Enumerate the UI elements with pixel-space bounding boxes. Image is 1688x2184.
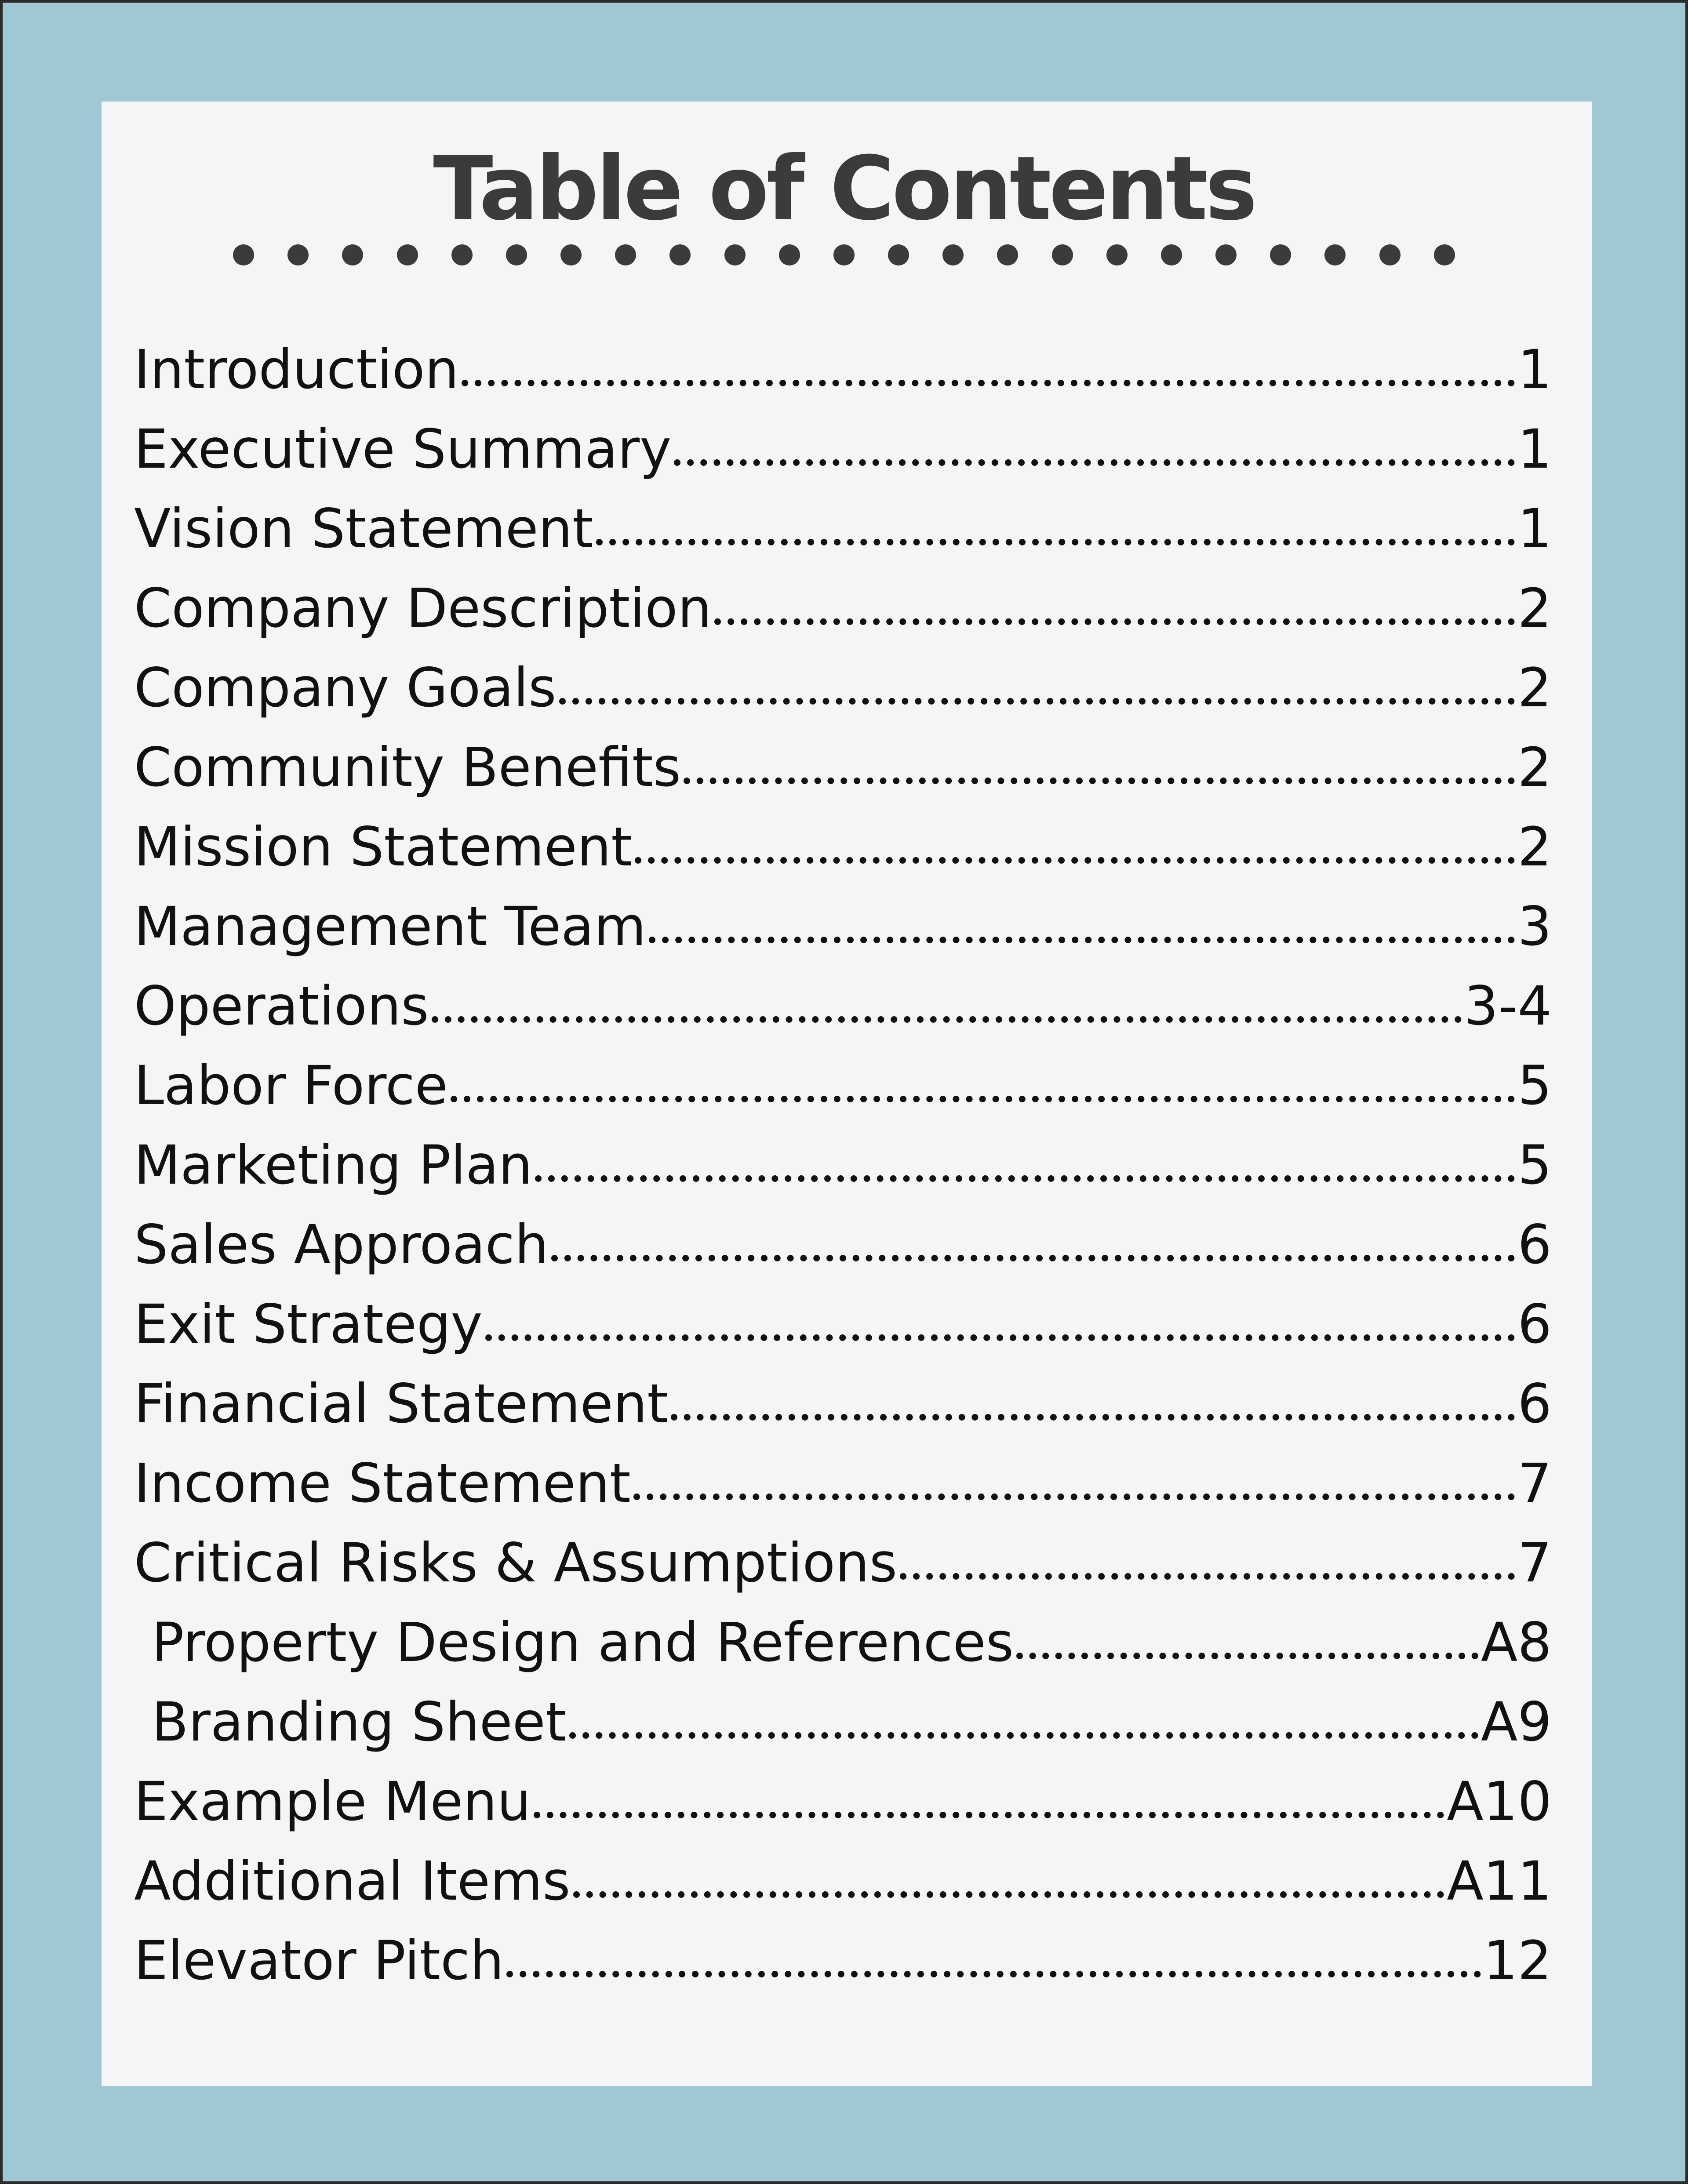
toc-entry-community-benefits[interactable] [134,736,1552,816]
toc-entry-page: 6 [1517,1293,1552,1355]
toc-entry-page: A10 [1447,1770,1552,1833]
toc-entry-page: 6 [1517,1214,1552,1276]
toc-entry-sales-approach[interactable] [134,1214,1552,1293]
toc-entry-page: 2 [1517,816,1552,878]
page-title: Table of Contents [433,138,1255,240]
toc-entry-financial-statement[interactable] [134,1373,1552,1452]
toc-entry-label: Community Benefits [134,736,681,799]
toc-entry-label: Exit Strategy [134,1293,483,1355]
toc-entry-label: Income Statement [134,1452,631,1515]
toc-entry-label: Executive Summary [134,418,672,480]
toc-entry-label: Marketing Plan [134,1134,533,1196]
toc-entry-label: Financial Statement [134,1373,668,1435]
toc-entry-introduction[interactable] [134,338,1552,418]
dot-leader [534,1812,1444,1818]
toc-entry-page: A11 [1447,1850,1552,1912]
dot-leader [596,539,1515,545]
toc-entry-label: Introduction [134,338,459,401]
toc-entry-label: Operations [134,975,429,1037]
dot-leader [573,1891,1444,1898]
toc-entry-page: 2 [1517,657,1552,719]
dot-leader [485,1334,1515,1341]
toc-entry-marketing-plan[interactable] [134,1134,1552,1214]
toc-entry-company-goals[interactable] [134,657,1552,736]
dot-leader [635,857,1515,864]
toc-entry-additional-items[interactable] [134,1850,1552,1930]
dot-leader [714,618,1515,625]
dot-leader [900,1573,1515,1580]
toc-entry-page: 6 [1517,1373,1552,1435]
title-dot-divider [233,244,1455,266]
toc-entry-label: Sales Approach [134,1214,549,1276]
toc-entry-management-team[interactable] [134,895,1552,975]
toc-entry-page: 1 [1517,498,1552,560]
toc-entry-page: 1 [1517,338,1552,401]
toc-entry-income-statement[interactable] [134,1452,1552,1532]
toc-entry-page: 5 [1517,1134,1552,1196]
dot-leader [674,459,1515,466]
toc-entry-label: Company Description [134,577,712,640]
toc-entry-label: Elevator Pitch [134,1930,504,1992]
toc-entry-label: Branding Sheet [152,1691,567,1753]
toc-entry-page: A9 [1481,1691,1552,1753]
toc-entry-branding-sheet[interactable] [134,1691,1552,1770]
toc-entry-page: 12 [1483,1930,1552,1992]
dot-leader [506,1971,1481,1977]
toc-entry-exit-strategy[interactable] [134,1293,1552,1373]
dot-leader [451,1096,1515,1102]
toc-entry-property-design-references[interactable] [134,1611,1552,1691]
toc-entry-mission-statement[interactable] [134,816,1552,895]
toc-entry-label: Management Team [134,895,646,958]
toc-entry-labor-force[interactable] [134,1054,1552,1134]
dot-leader [633,1494,1515,1500]
dot-leader [684,778,1515,784]
toc-entry-label: Additional Items [134,1850,571,1912]
toc-entry-operations[interactable] [134,975,1552,1054]
dot-leader [671,1414,1515,1421]
dot-leader [1016,1653,1478,1659]
toc-entry-page: 7 [1517,1532,1552,1594]
toc-entry-company-description[interactable] [134,577,1552,657]
toc-entry-label: Labor Force [134,1054,448,1117]
dot-leader [569,1732,1478,1739]
toc-entry-page: 3 [1517,895,1552,958]
dot-leader [432,1016,1462,1023]
toc-entry-executive-summary[interactable] [134,418,1552,498]
toc-entry-label: Company Goals [134,657,557,719]
toc-entry-page: 2 [1517,577,1552,640]
toc-entry-elevator-pitch[interactable] [134,1930,1552,2009]
dot-leader [462,380,1515,386]
toc-entry-page: 2 [1517,736,1552,799]
toc-entry-critical-risks-assumptions[interactable] [134,1532,1552,1611]
table-of-contents-list [134,338,1552,2009]
toc-entry-page: 5 [1517,1054,1552,1117]
toc-entry-label: Critical Risks & Assumptions [134,1532,898,1594]
toc-entry-page: A8 [1481,1611,1552,1674]
toc-entry-label: Vision Statement [134,498,593,560]
toc-entry-vision-statement[interactable] [134,498,1552,577]
dot-leader [535,1175,1515,1182]
toc-entry-page: 1 [1517,418,1552,480]
toc-entry-label: Property Design and References [152,1611,1014,1674]
toc-entry-page: 3-4 [1464,975,1552,1037]
dot-leader [649,937,1515,943]
dot-leader [551,1255,1515,1261]
toc-entry-label: Mission Statement [134,816,632,878]
toc-entry-example-menu[interactable] [134,1770,1552,1850]
toc-entry-page: 7 [1517,1452,1552,1515]
toc-entry-label: Example Menu [134,1770,531,1833]
dot-leader [559,698,1515,705]
